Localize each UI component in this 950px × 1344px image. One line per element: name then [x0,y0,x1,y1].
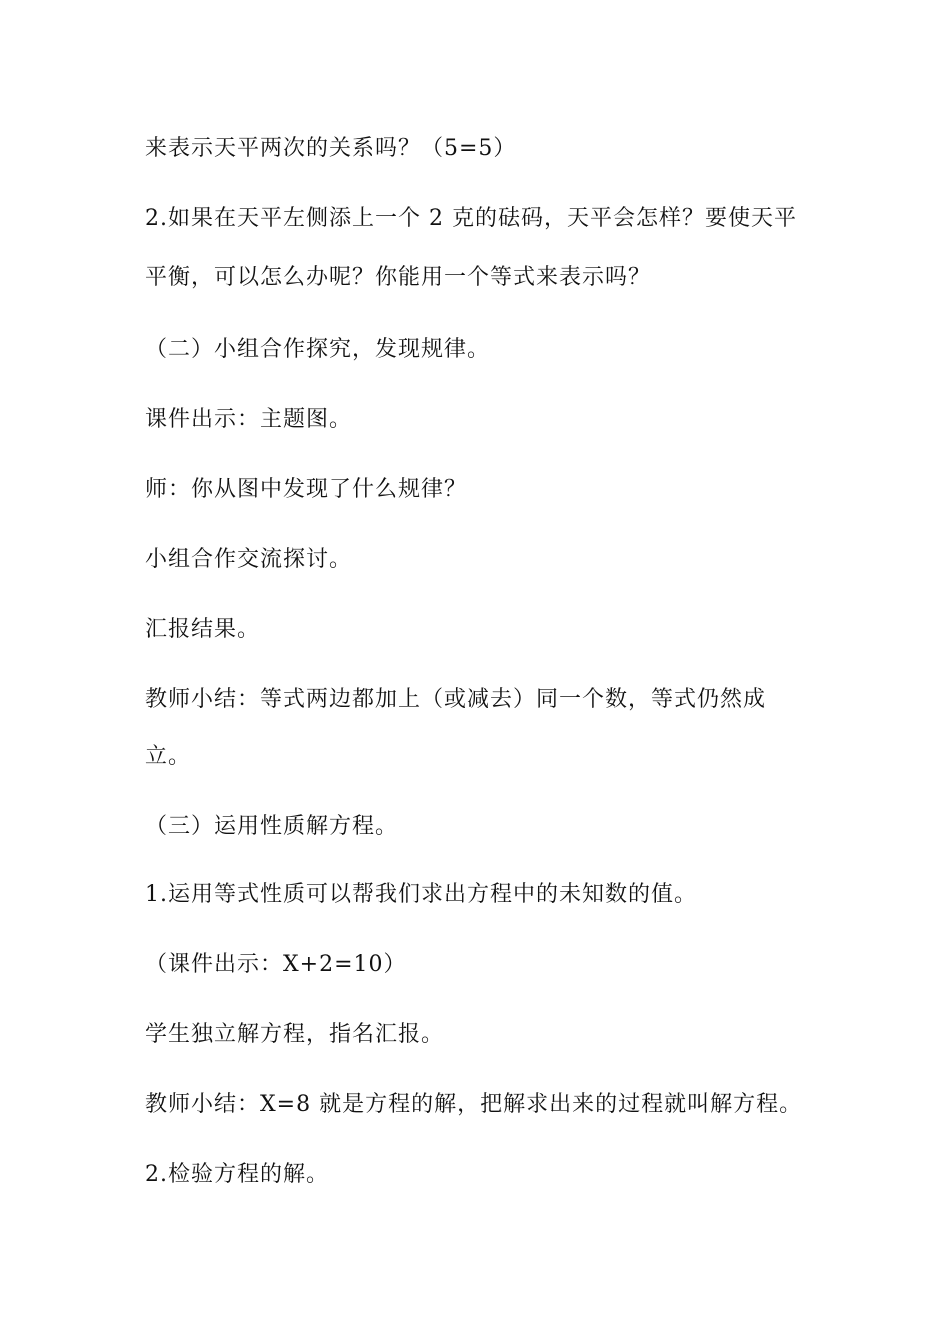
section-heading: （三）运用性质解方程。 [145,814,399,839]
paragraph-line: （课件出示：X+2=10） [145,952,407,977]
paragraph-line: 2.如果在天平左侧添上一个 2 克的砝码，天平会怎样？要使天平 [145,206,797,231]
paragraph-line: 教师小结：X=8 就是方程的解，把解求出来的过程就叫解方程。 [145,1092,803,1117]
paragraph-line: 汇报结果。 [145,617,261,642]
section-heading: （二）小组合作探究，发现规律。 [145,337,491,362]
paragraph-line: 平衡，可以怎么办呢？你能用一个等式来表示吗？ [145,265,652,290]
paragraph-line: 学生独立解方程，指名汇报。 [145,1022,445,1047]
paragraph-line: 课件出示：主题图。 [145,407,353,432]
paragraph-line: 1.运用等式性质可以帮我们求出方程中的未知数的值。 [145,882,697,907]
paragraph-line: 小组合作交流探讨。 [145,547,353,572]
paragraph-line: 2.检验方程的解。 [145,1162,329,1187]
paragraph-line: 来表示天平两次的关系吗？（5=5） [145,136,517,161]
paragraph-line: 教师小结：等式两边都加上（或减去）同一个数，等式仍然成 [145,687,767,712]
paragraph-line: 师：你从图中发现了什么规律？ [145,477,468,502]
paragraph-line: 立。 [145,744,192,769]
